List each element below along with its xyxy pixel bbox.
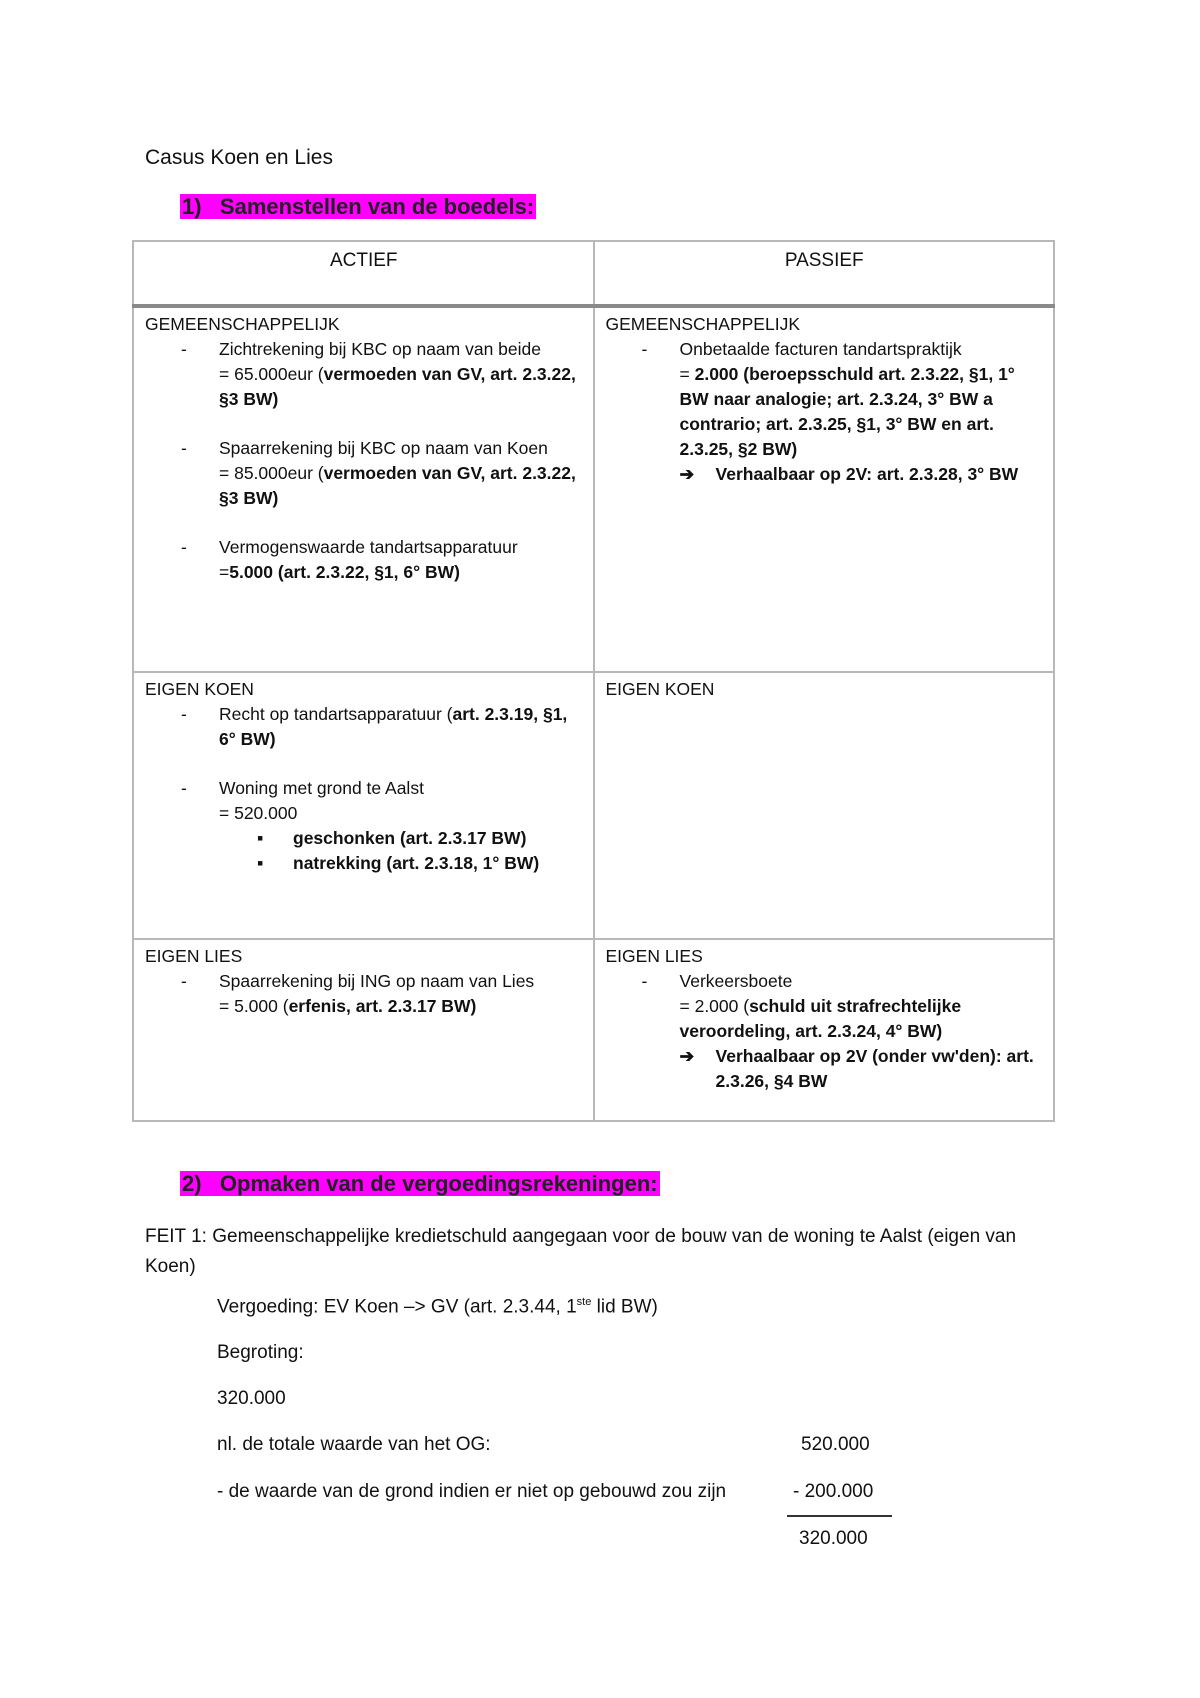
item-legal-basis: vermoeden van GV, art. 2.3.22, §3 BW) <box>219 463 576 508</box>
section-heading-1-highlight <box>180 194 536 219</box>
arrow-icon: ➔ <box>679 1046 695 1066</box>
vergoeding-text-end: lid BW) <box>591 1296 658 1318</box>
item-value: = <box>219 562 230 582</box>
category-label: EIGEN KOEN <box>605 679 715 699</box>
document-title: Casus Koen en Lies <box>145 146 333 169</box>
cell-lies-actief <box>133 939 594 1121</box>
table-row <box>133 672 1054 939</box>
list-item <box>219 969 583 1019</box>
item-title: - Zichtrekening bij KBC op naam van beide <box>219 339 541 359</box>
cell-gem-actief <box>133 306 594 672</box>
section-heading-2 <box>180 1171 660 1197</box>
item-value: = 5.000 ( <box>219 996 289 1016</box>
list-item <box>680 337 1044 487</box>
calc-row-1-label: nl. de totale waarde van het OG: <box>217 1434 491 1455</box>
sum-rule <box>787 1515 892 1517</box>
boedel-table <box>132 240 1055 1122</box>
table-row <box>133 939 1054 1121</box>
item-value: = 85.000eur ( <box>219 463 324 483</box>
vergoeding-text: Vergoeding: EV Koen –> GV (art. 2.3.44, 1 <box>217 1296 577 1318</box>
item-title: - Woning met grond te Aalst <box>219 778 424 798</box>
item-legal-basis: vermoeden van GV, art. 2.3.22, §3 BW) <box>219 364 576 409</box>
item-list <box>606 337 1044 487</box>
item-legal-basis: schuld uit strafrechtelijke veroordeling, art. 2.3.24, 4° BW) <box>679 996 962 1041</box>
calc-row-1-value: 520.000 <box>801 1434 870 1455</box>
calc-row-2-value: - 200.000 <box>793 1481 874 1502</box>
header-passief: PASSIEF <box>594 241 1055 306</box>
item-legal-basis: erfenis, art. 2.3.17 BW) <box>288 996 477 1016</box>
header-actief: ACTIEF <box>133 241 594 306</box>
vergoeding-sup: ste <box>576 1296 592 1308</box>
category-label: EIGEN LIES <box>605 946 703 966</box>
item-title: - Onbetaalde facturen tandartspraktijk <box>679 339 962 359</box>
list-item <box>219 702 583 752</box>
table-header-row <box>133 241 1054 306</box>
feit-1-paragraph <box>145 1222 1055 1282</box>
list-item <box>680 969 1044 1094</box>
arrow-text: Verhaalbaar op 2V (onder vw'den): art. 2.3.26, §4 BW <box>715 1046 1034 1091</box>
item-value: = 2.000 ( <box>679 996 750 1016</box>
arrow-text: Verhaalbaar op 2V: art. 2.3.28, 3° BW <box>715 464 1019 484</box>
list-item <box>219 776 583 876</box>
vergoeding-line <box>217 1296 658 1318</box>
item-title: - Spaarrekening bij KBC op naam van Koen <box>219 438 548 458</box>
item-value: = 65.000eur ( <box>219 364 324 384</box>
category-label: EIGEN LIES <box>145 946 243 966</box>
item-legal-basis: 2.000 (beroepsschuld art. 2.3.22, §1, 1° BW naar analogie; art. 2.3.24, 3° BW a contrario; art. 2.3.25, §1, 3° BW en art. 2.3.25, §2 BW) <box>679 364 1015 459</box>
section-number: 2) <box>182 1171 202 1196</box>
item-title: - Verkeersboete <box>679 971 793 991</box>
section-label: Opmaken van de vergoedingsrekeningen: <box>219 1171 658 1196</box>
item-title: Recht op tandartsapparatuur ( <box>219 704 453 724</box>
cell-gem-passief <box>594 306 1055 672</box>
category-label: GEMEENSCHAPPELIJK <box>605 314 800 334</box>
feit-label: FEIT 1 <box>145 1226 202 1247</box>
calc-row-2-label: - de waarde van de grond indien er niet op gebouwd zou zijn <box>217 1481 727 1502</box>
item-list <box>145 969 583 1019</box>
item-list <box>145 702 583 876</box>
cell-koen-passief <box>594 672 1055 939</box>
arrow-icon: ➔ <box>679 464 695 484</box>
table-row <box>133 306 1054 672</box>
sub-list-item: ▪ geschonken (art. 2.3.17 BW) <box>293 826 583 851</box>
list-item <box>219 535 583 585</box>
item-legal-basis: 5.000 (art. 2.3.22, §1, 6° BW) <box>229 562 460 582</box>
category-label: EIGEN KOEN <box>145 679 254 699</box>
feit-text: : Gemeenschappelijke kredietschuld aangegaan voor de bouw van de woning te Aalst (eigen van Koen) <box>145 1226 1017 1277</box>
begroting-amount: 320.000 <box>217 1388 286 1409</box>
category-label: GEMEENSCHAPPELIJK <box>145 314 340 334</box>
cell-koen-actief <box>133 672 594 939</box>
arrow-note <box>680 462 1044 487</box>
section-label: Samenstellen van de boedels: <box>219 194 535 219</box>
item-title: - Vermogenswaarde tandartsapparatuur <box>219 537 518 557</box>
section-heading-2-highlight <box>180 1171 660 1196</box>
sub-list <box>219 826 583 876</box>
item-legal-basis: art. 2.3.19, §1, 6° BW) <box>219 704 568 749</box>
section-number: 1) <box>182 194 202 219</box>
sub-list-item: ▪ natrekking (art. 2.3.18, 1° BW) <box>293 851 583 876</box>
item-list <box>145 337 583 585</box>
arrow-note <box>680 1044 1044 1094</box>
item-list <box>606 969 1044 1094</box>
item-title: - Spaarrekening bij ING op naam van Lies <box>219 971 535 991</box>
item-value: = <box>679 364 690 384</box>
list-item <box>219 337 583 412</box>
list-item <box>219 436 583 511</box>
begroting-label: Begroting: <box>217 1342 304 1363</box>
calc-total: 320.000 <box>799 1528 868 1549</box>
section-heading-1 <box>180 194 536 220</box>
cell-lies-passief <box>594 939 1055 1121</box>
item-value: = 520.000 <box>219 803 298 823</box>
